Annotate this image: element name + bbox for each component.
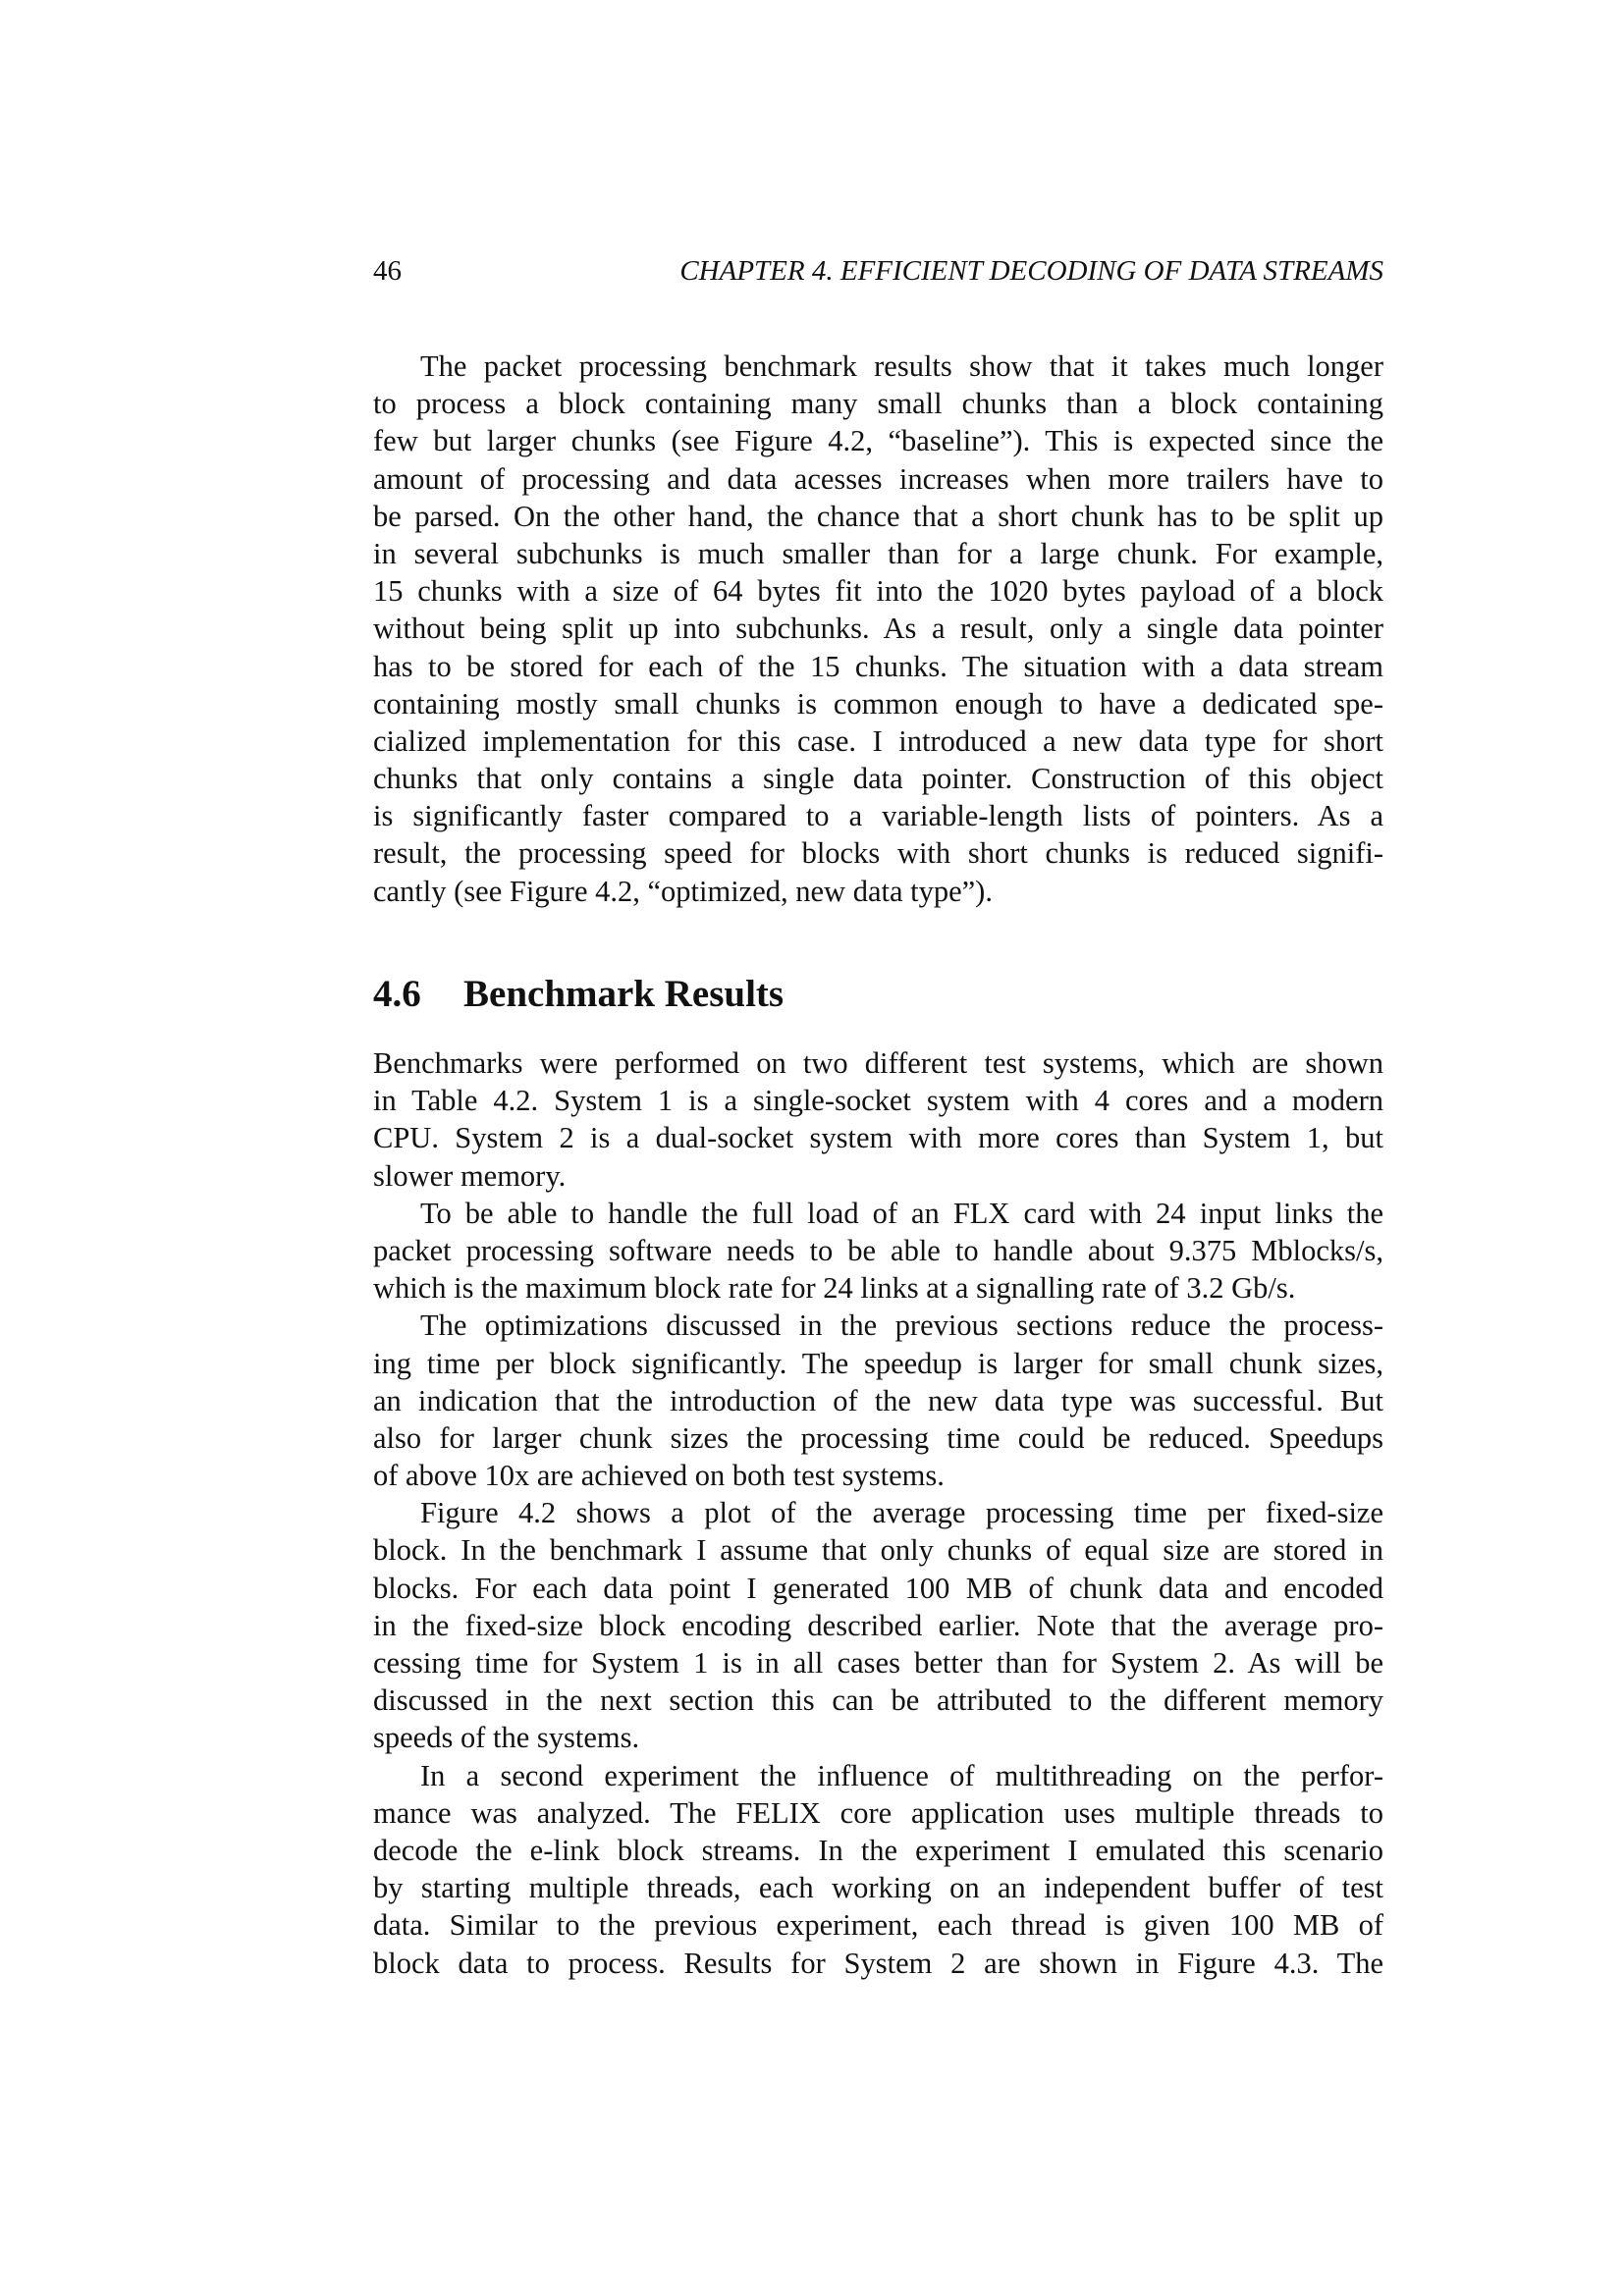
text-line: be parsed. On the other hand, the chance that a short chunk has to be split up [373, 499, 1383, 533]
text-line: chunks that only contains a single data pointer. Construction of this object [373, 762, 1383, 796]
text-line: result, the processing speed for blocks with short chunks is reduced signifi- [373, 836, 1383, 871]
text-line: slower memory. [373, 1158, 567, 1193]
text-line: Benchmarks were performed on two different test systems, which are shown [373, 1046, 1383, 1080]
text-line: ing time per block significantly. The speedup is larger for small chunk sizes, [373, 1346, 1383, 1380]
paragraph [373, 1757, 1383, 1982]
section-title: Benchmark Results [463, 973, 785, 1015]
text-line: Figure 4.2 shows a plot of the average processing time per fixed-size [420, 1496, 1383, 1530]
text-line: The optimizations discussed in the previous sections reduce the process- [420, 1308, 1383, 1343]
paragraph [373, 1307, 1383, 1494]
paragraph [373, 347, 1383, 910]
text-line: amount of processing and data acesses increases when more trailers have to [373, 461, 1383, 496]
text-line: also for larger chunk sizes the processing time could be reduced. Speedups [373, 1420, 1383, 1455]
text-line: of above 10x are achieved on both test systems. [373, 1459, 945, 1493]
text-line: in Table 4.2. System 1 is a single-socket system with 4 cores and a modern [373, 1084, 1383, 1118]
text-line: in the fixed-size block encoding described earlier. Note that the average pro- [373, 1608, 1383, 1642]
text-line: which is the maximum block rate for 24 links at a signalling rate of 3.2 Gb/s. [373, 1271, 1296, 1306]
text-line: has to be stored for each of the 15 chunks. The situation with a data stream [373, 649, 1383, 683]
text-line: an indication that the introduction of the new data type was successful. But [373, 1383, 1383, 1417]
text-line: to process a block containing many small chunks than a block containing [373, 387, 1383, 421]
text-line: cialized implementation for this case. I introduced a new data type for short [373, 723, 1383, 758]
text-line: data. Similar to the previous experiment, each thread is given 100 MB of [373, 1908, 1383, 1943]
text-line: mance was analyzed. The FELIX core application uses multiple threads to [373, 1795, 1383, 1830]
page-header [373, 252, 1383, 290]
text-line: few but larger chunks (see Figure 4.2, “baseline”). This is expected since the [373, 424, 1383, 458]
section-number: 4.6 [373, 973, 421, 1015]
body-text-after-section [373, 1044, 1383, 1982]
text-line: The packet processing benchmark results show that it takes much longer [420, 349, 1383, 383]
text-line: block data to process. Results for System 2 are shown in Figure 4.3. The [373, 1946, 1383, 1980]
text-line: cantly (see Figure 4.2, “optimized, new data type”). [373, 874, 993, 908]
paragraph [373, 1044, 1383, 1195]
paragraph [373, 1494, 1383, 1756]
text-line: decode the e-link block streams. In the experiment I emulated this scenario [373, 1833, 1383, 1867]
text-line: packet processing software needs to be able to handle about 9.375 Mblocks/s, [373, 1233, 1383, 1267]
section-heading [373, 972, 784, 1017]
text-line: In a second experiment the influence of multithreading on the perfor- [420, 1758, 1383, 1792]
text-line: 15 chunks with a size of 64 bytes fit into the 1020 bytes payload of a block [373, 574, 1383, 609]
text-line: without being split up into subchunks. As a result, only a single data pointer [373, 612, 1383, 646]
text-line: To be able to handle the full load of an FLX card with 24 input links the [420, 1196, 1383, 1230]
text-line: containing mostly small chunks is common enough to have a dedicated spe- [373, 686, 1383, 721]
text-line: cessing time for System 1 is in all cases better than for System 2. As will be [373, 1646, 1383, 1680]
text-line: by starting multiple threads, each working on an independent buffer of test [373, 1871, 1383, 1905]
text-line: block. In the benchmark I assume that only chunks of equal size are stored in [373, 1533, 1383, 1568]
text-line: is significantly faster compared to a variable-length lists of pointers. As a [373, 799, 1383, 833]
text-line: CPU. System 2 is a dual-socket system with more cores than System 1, but [373, 1121, 1383, 1155]
text-line: blocks. For each data point I generated 100 MB of chunk data and encoded [373, 1571, 1383, 1605]
page-number: 46 [373, 255, 402, 287]
text-line: in several subchunks is much smaller than for a large chunk. For example, [373, 536, 1383, 570]
running-title: CHAPTER 4. EFFICIENT DECODING OF DATA STREAMS [679, 255, 1383, 287]
body-text-before-section [373, 347, 1383, 910]
text-line: speeds of the systems. [373, 1721, 640, 1755]
text-line: discussed in the next section this can be attributed to the different memory [373, 1683, 1383, 1718]
paragraph [373, 1195, 1383, 1308]
